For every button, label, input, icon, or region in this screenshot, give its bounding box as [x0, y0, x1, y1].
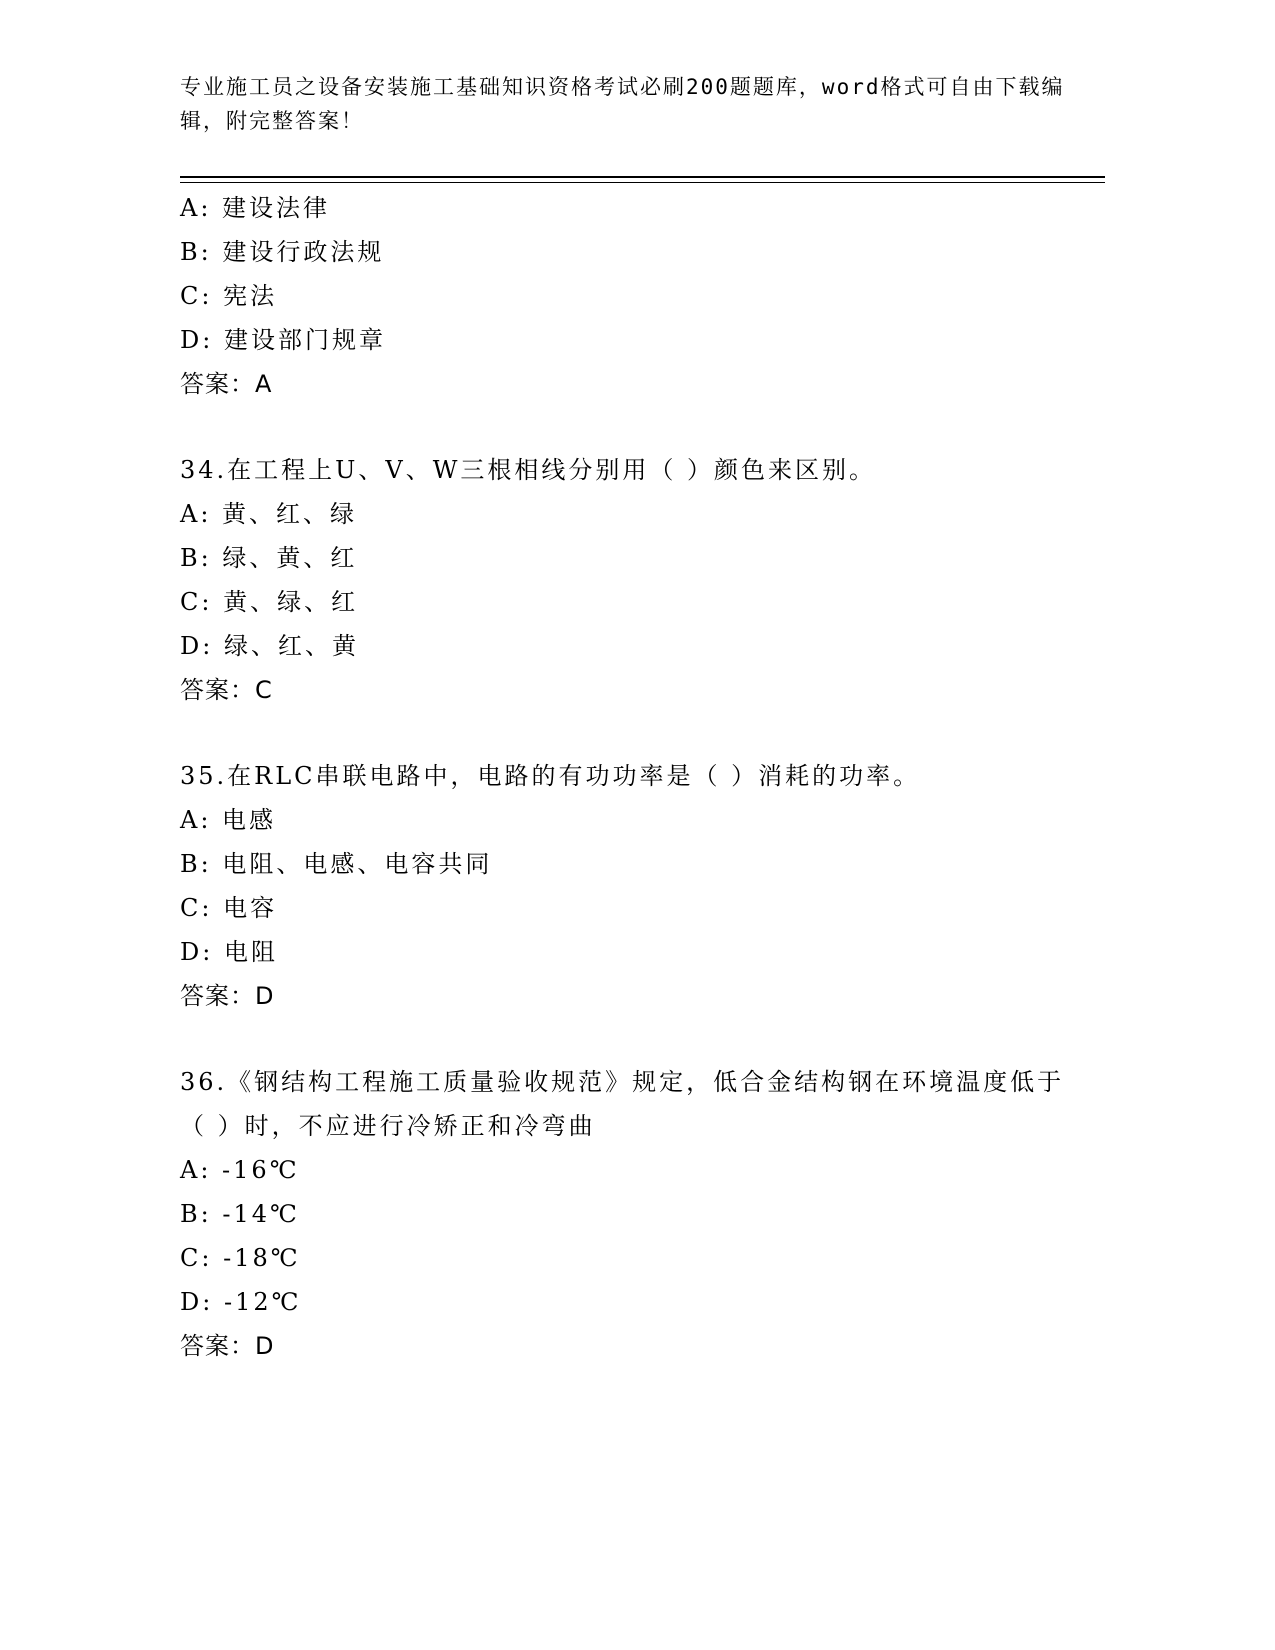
- question-list: [180, 186, 1080, 1368]
- header-divider-thick: [180, 176, 1105, 178]
- option-a: A: 电感: [180, 806, 277, 834]
- answer-line: 答案：C: [180, 676, 273, 704]
- option-d: D: 电阻: [180, 938, 278, 966]
- option-a: A: 黄、红、绿: [180, 500, 358, 528]
- option-b: B: 绿、黄、红: [180, 544, 358, 572]
- answer-line: 答案：A: [180, 370, 273, 398]
- option-b: B: -14℃: [180, 1200, 300, 1228]
- question-stem: 36.《钢结构工程施工质量验收规范》规定，低合金结构钢在环境温度低于（ ）时，不应进行冷矫正和冷弯曲: [180, 1068, 1065, 1140]
- option-c: C: 宪法: [180, 282, 278, 310]
- header-divider-thin: [180, 182, 1105, 183]
- option-a: A: -16℃: [180, 1156, 300, 1184]
- answer-line: 答案：D: [180, 1332, 275, 1360]
- question-36: [180, 1060, 1080, 1368]
- option-b: B: 建设行政法规: [180, 238, 385, 266]
- answer-line: 答案：D: [180, 982, 275, 1010]
- question-35: [180, 754, 1080, 1018]
- document-header: 专业施工员之设备安装施工基础知识资格考试必刷200题题库，word格式可自由下载编辑，附完整答案！: [180, 75, 1065, 133]
- question-stem: 35.在RLC串联电路中，电路的有功功率是（ ）消耗的功率。: [180, 762, 921, 790]
- question-stem: 34.在工程上U、V、W三根相线分别用（ ）颜色来区别。: [180, 456, 877, 484]
- option-d: D: 建设部门规章: [180, 326, 386, 354]
- option-d: D: -12℃: [180, 1288, 302, 1316]
- option-b: B: 电阻、电感、电容共同: [180, 850, 493, 878]
- option-c: C: -18℃: [180, 1244, 301, 1272]
- question-34: [180, 448, 1080, 712]
- option-c: C: 黄、绿、红: [180, 588, 359, 616]
- option-a: A: 建设法律: [180, 194, 331, 222]
- option-c: C: 电容: [180, 894, 278, 922]
- question-33-continued: [180, 186, 1080, 406]
- option-d: D: 绿、红、黄: [180, 632, 359, 660]
